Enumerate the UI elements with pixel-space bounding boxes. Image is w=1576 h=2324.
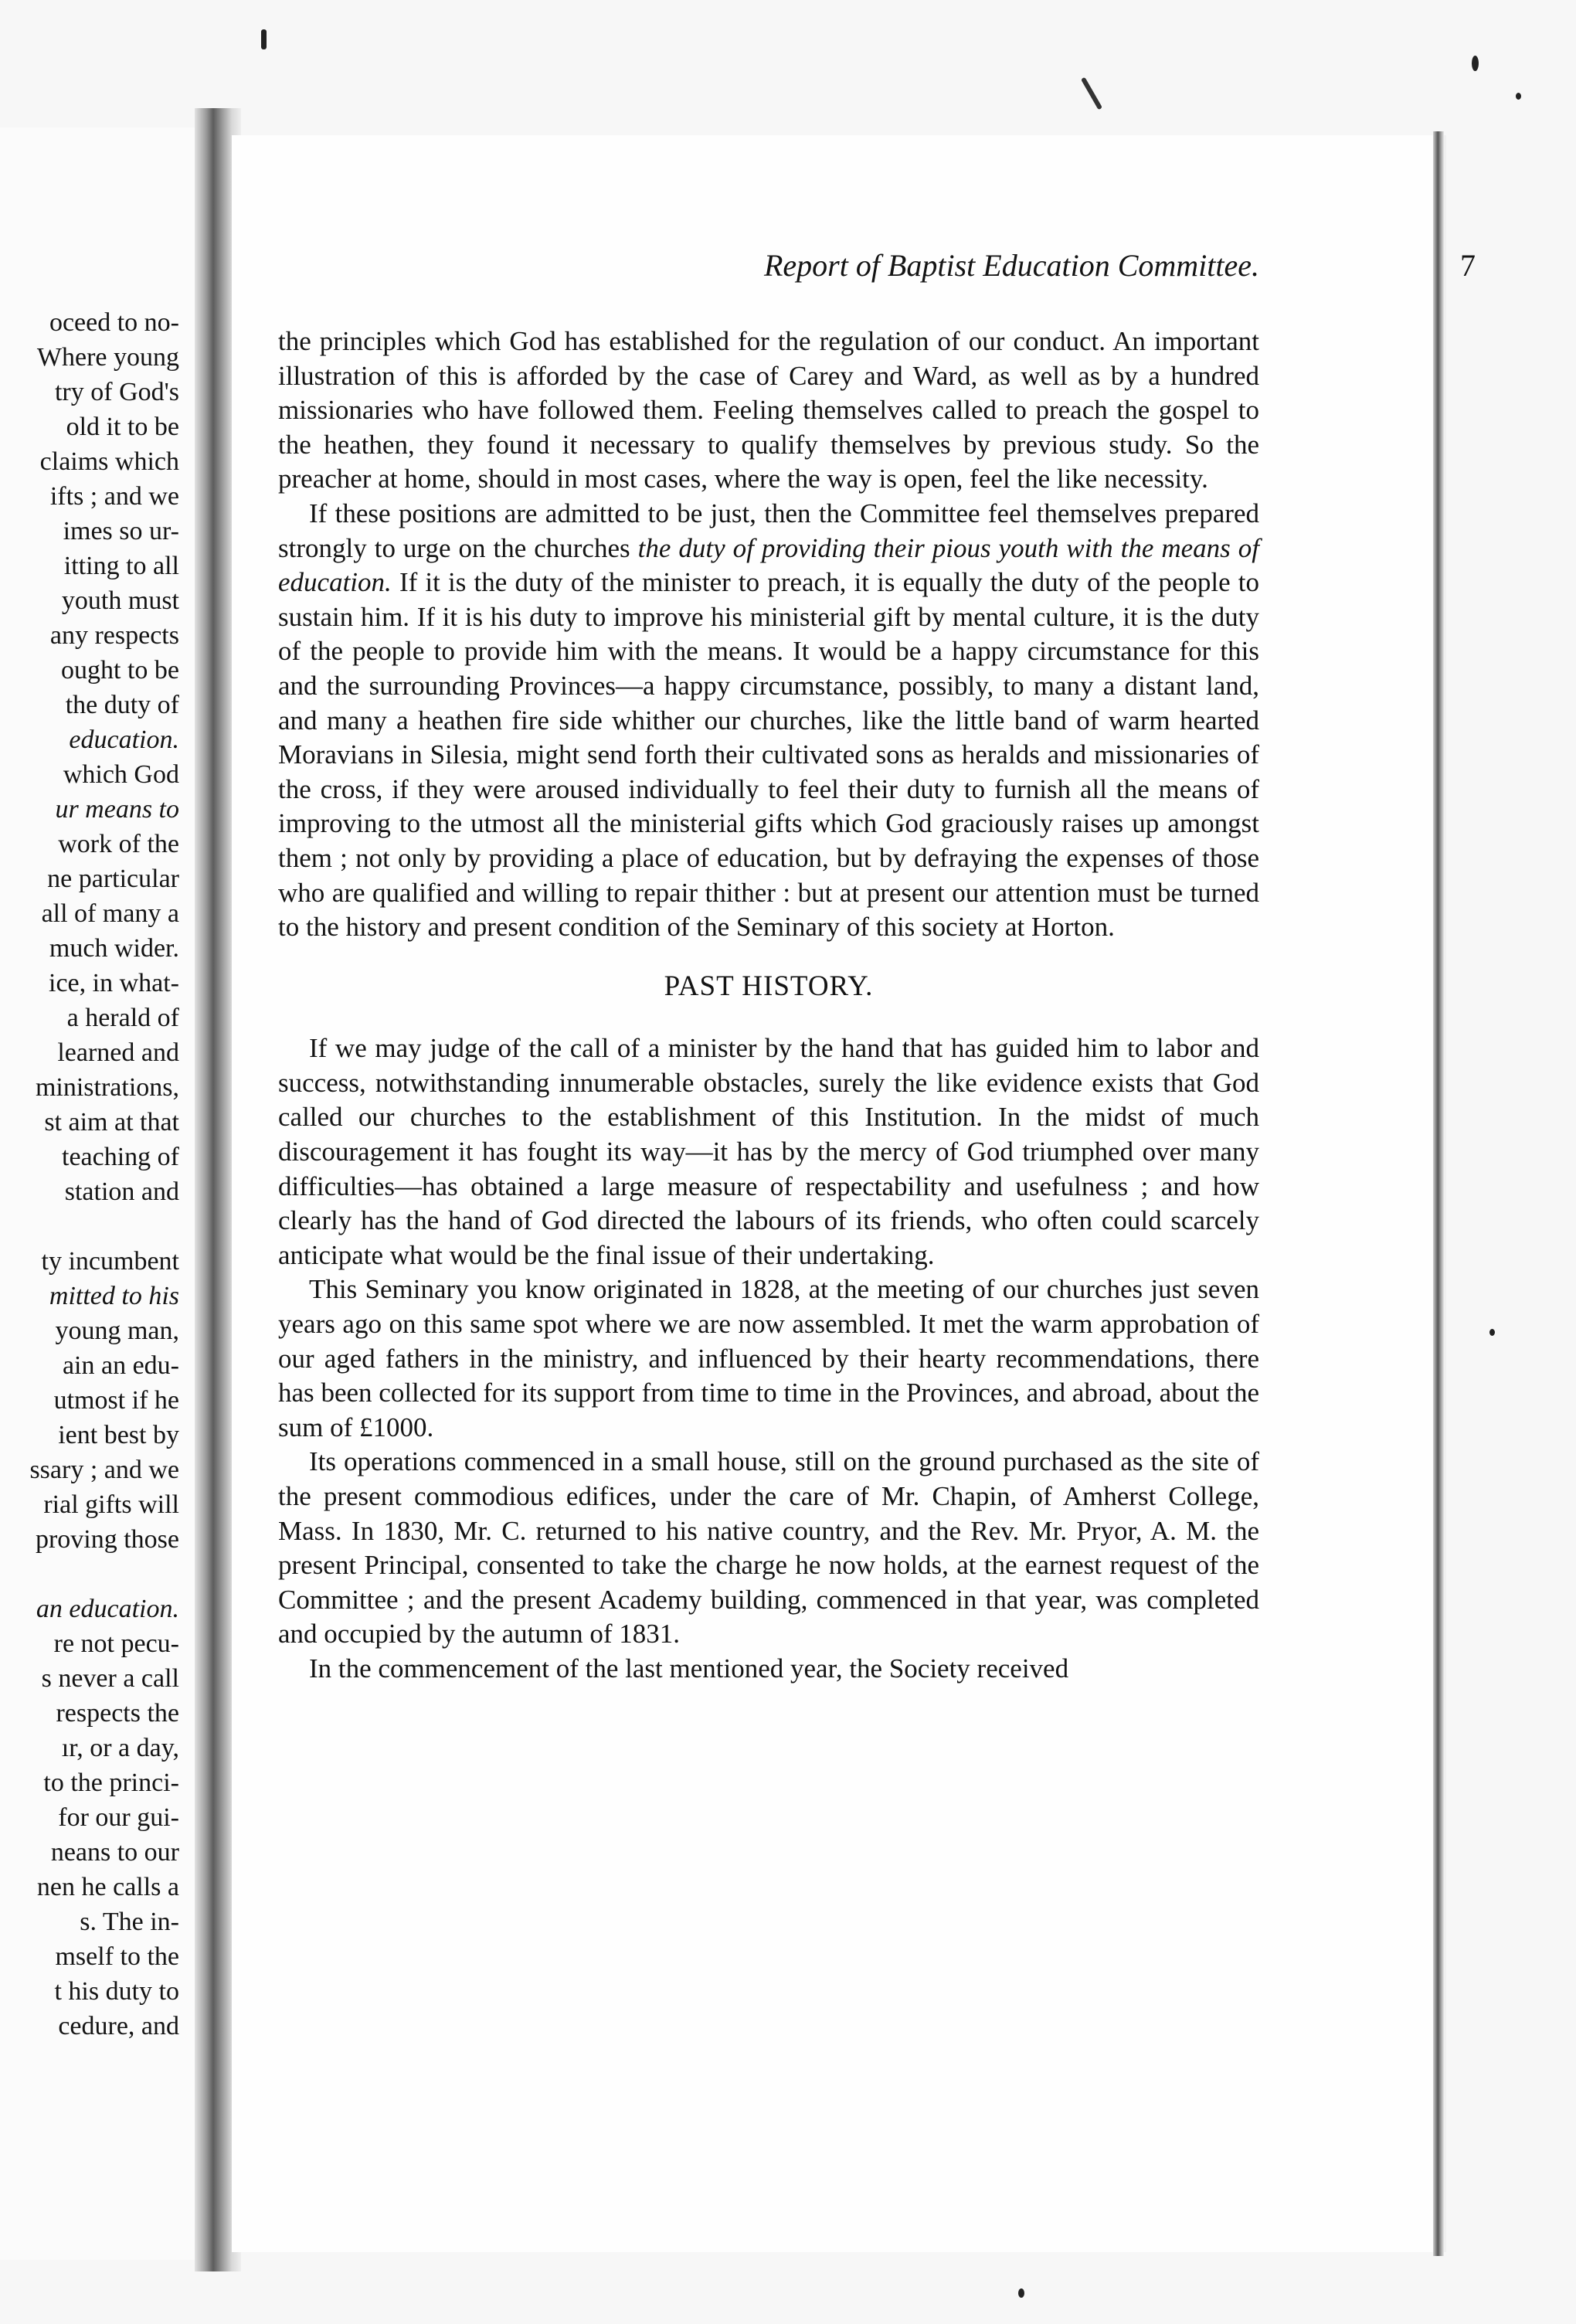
previous-page-line: to the princi-	[43, 1768, 179, 1797]
previous-page-line: try of God's	[54, 378, 179, 406]
section-heading: PAST HISTORY.	[664, 970, 874, 1002]
previous-page-line: cedure, and	[58, 2012, 179, 2040]
scan-speck	[1489, 1329, 1495, 1336]
paragraph-text: If it is the duty of the minister to preach, it is equally the duty of the people to sustain him. If it is his duty to improve his ministerial gift by mental culture, it is the duty of the people to provide him with the means. It would be a happy circumstance for this and the surrounding Provinces—a happy circumstance, possibly, to many a distant land, and many a heathen fire side whither our churches, like the little band of warm hearted Moravians in Silesia, might send forth their cultivated sons as heralds and missionaries of the cross, if they were aroused individually to feel their duty to furnish all the means of improving to the utmost all the ministerial gifts which God graciously raises up amongst them ; not only by providing a place of education, but by defraying the expenses of those who are qualified and willing to repair thither : but at present our attention must be turned to the history and present condition of the Seminary of this society at Horton.	[278, 567, 1259, 943]
previous-page-line: an education.	[36, 1595, 179, 1623]
paragraph: If we may judge of the call of a minister by the hand that has guided him to labor and success, notwithstanding innumerable obstacles, surely the like evidence exists that God called our churches to the establishment of this Institution. In the midst of much discouragement it has fought its way—it has by the mercy of God triumphed over many difficulties—has obtained a large measure of respectability and usefulness ; and how clearly has the hand of God directed the labours of its friends, who often could scarcely anticipate what would be the final issue of their undertaking.	[278, 1033, 1259, 1270]
emphasis-text: the duty of providing their pious youth with the means of education.	[278, 532, 1259, 598]
paragraph: This Seminary you know originated in 1828, at the meeting of our churches just seven years ago on this same spot where we are now assembled. It met the warm approbation of our aged fathers in the ministry, and influenced by their hearty recommendations, there has been collected for its support from time to time in the Provinces, and abroad, about the sum of £1000.	[278, 1274, 1259, 1442]
previous-page-line: ur means to	[55, 795, 179, 824]
previous-page-line: youth must	[61, 586, 179, 615]
previous-page-line: neans to our	[50, 1838, 179, 1867]
previous-page-line: much wider.	[49, 934, 179, 963]
previous-page-fragment	[0, 127, 195, 2260]
previous-page-line: ministrations,	[35, 1073, 179, 1102]
previous-page-line: young man,	[55, 1317, 179, 1345]
previous-page-line: ty incumbent	[41, 1247, 179, 1276]
previous-page-line: all of many a	[41, 899, 179, 928]
paragraph	[278, 497, 1259, 945]
previous-page-line: itting to all	[63, 552, 179, 580]
previous-page-line: s never a call	[41, 1664, 179, 1693]
previous-page-line: proving those	[35, 1525, 179, 1554]
previous-page-line: any respects	[49, 621, 179, 650]
previous-page-line: claims which	[39, 447, 179, 476]
previous-page-line	[29, 1209, 179, 1244]
scan-speck	[1081, 77, 1102, 110]
previous-page-line: re not pecu-	[53, 1629, 179, 1658]
previous-page-line: utmost if he	[53, 1386, 179, 1415]
previous-page-line: ain an edu-	[62, 1351, 179, 1380]
previous-page-line: s. The in-	[80, 1908, 179, 1936]
previous-page-line: learned and	[57, 1038, 179, 1067]
previous-page-line: a herald of	[66, 1004, 179, 1032]
previous-page-line: oceed to no-	[49, 308, 179, 337]
paragraph-text: If these positions are admitted to be just, then the Committee feel themselves prepared strongly to urge on the churches	[278, 498, 1259, 563]
previous-page-line: rial gifts will	[43, 1490, 179, 1519]
previous-page-line: t his duty to	[54, 1977, 179, 2006]
previous-page-text	[29, 305, 179, 2044]
previous-page-line: respects the	[56, 1699, 179, 1728]
previous-page-line: ır, or a day,	[61, 1734, 179, 1762]
page	[232, 135, 1476, 2252]
previous-page-line: for our gui-	[58, 1803, 179, 1832]
previous-page-line: which God	[63, 760, 179, 789]
previous-page-line: ssary ; and we	[29, 1456, 179, 1484]
previous-page-line: teaching of	[62, 1143, 179, 1171]
running-title: Report of Baptist Education Committee.	[763, 248, 1259, 283]
previous-page-line: mself to the	[55, 1942, 179, 1971]
previous-page-line: imes so ur-	[63, 517, 179, 545]
previous-page-line: ne particular	[47, 865, 179, 893]
scan-speck	[1018, 2288, 1024, 2298]
scan-speck	[1516, 93, 1521, 100]
previous-page-line: mitted to his	[49, 1282, 179, 1310]
scan-speck	[261, 29, 267, 49]
page-edge	[1433, 131, 1444, 2256]
previous-page-line: Where young	[36, 343, 179, 372]
previous-page-line: education.	[69, 725, 179, 754]
previous-page-line: nen he calls a	[36, 1873, 179, 1901]
previous-page-line: work of the	[58, 830, 179, 858]
previous-page-line: ought to be	[61, 656, 179, 685]
previous-page-line: the duty of	[65, 691, 179, 719]
previous-page-line: ice, in what-	[49, 969, 179, 997]
body-text	[278, 324, 1259, 1687]
paragraph: In the commencement of the last mentioned year, the Society received	[309, 1653, 1069, 1684]
previous-page-line	[29, 1557, 179, 1592]
previous-page-line: ifts ; and we	[49, 482, 179, 511]
scan-speck	[1472, 56, 1479, 71]
paragraph: Its operations commenced in a small house, still on the ground purchased as the site of the present commodious edifices, under the care of Mr. Chapin, of Amherst College, Mass. In 1830, Mr. C. returned to his native country, and the Rev. Mr. Pryor, A. M. the present Principal, consented to take the charge he now holds, at the earnest request of the Committee ; and the present Academy building, commenced in that year, was completed and occupied by the autumn of 1831.	[278, 1446, 1259, 1650]
previous-page-line: st aim at that	[44, 1108, 179, 1137]
previous-page-line: station and	[64, 1177, 179, 1206]
page-number: 7	[1460, 248, 1476, 283]
previous-page-line: old it to be	[66, 413, 179, 441]
paragraph: the principles which God has established for the regulation of our conduct. An important illustration of this is afforded by the case of Carey and Ward, as well as by a hundred missionaries who have followed them. Feeling themselves called to preach the gospel to the heathen, they found it necessary to qualify themselves by previous study. So the preacher at home, should in most cases, where the way is open, feel the like necessity.	[278, 326, 1259, 494]
previous-page-line: ient best by	[58, 1421, 179, 1449]
